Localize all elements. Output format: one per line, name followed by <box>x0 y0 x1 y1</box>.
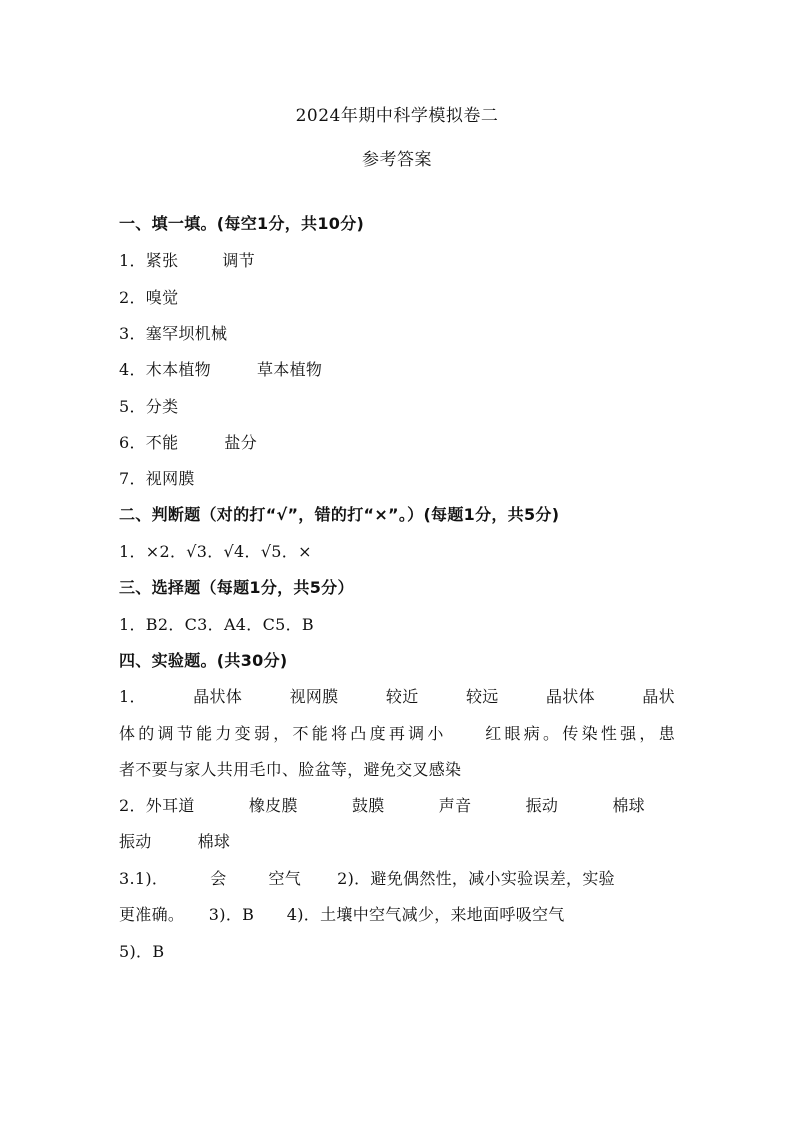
answer: 振动 <box>525 796 559 815</box>
item-number: 3.1)． <box>119 869 169 888</box>
section-3-heading: 三、选择题（每题1分，共5分） <box>119 578 354 597</box>
answer: 嗅觉 <box>145 288 179 307</box>
answer: 视网膜 <box>289 687 339 706</box>
s4-q3-line-3: 5)．B <box>119 942 165 961</box>
answer: 不能 <box>145 433 179 452</box>
answer: 橡皮膜 <box>248 796 298 815</box>
section-4-heading: 四、实验题。(共30分) <box>119 651 288 670</box>
answer: 较远 <box>465 687 499 706</box>
s1-item-1 <box>119 248 679 271</box>
answer: 2)．避免偶然性，减小实验误差，实验 <box>337 869 615 888</box>
s1-item-4 <box>119 357 679 380</box>
s4-q1-line-3: 者不要与家人共用毛巾、脸盆等，避免交叉感染 <box>119 760 462 779</box>
answer: 声音 <box>438 796 472 815</box>
s3-answer-line: 1．B2．C3．A4．C5．B <box>119 615 314 634</box>
s4-q1-line-1 <box>119 684 675 707</box>
answer: 视网膜 <box>145 469 195 488</box>
answer: 木本植物 <box>145 360 211 379</box>
s1-item-7 <box>119 466 679 489</box>
s4-q3-line-2: 更准确。 3)．B 4)．土壤中空气减少，来地面呼吸空气 <box>119 905 565 924</box>
answer: 会 <box>210 869 227 888</box>
answer: 晶状体 <box>546 687 595 706</box>
answer: 较近 <box>385 687 419 706</box>
item-number: 4． <box>119 360 146 379</box>
answer: 空气 <box>268 869 302 888</box>
section-1-heading: 一、填一填。(每空1分，共10分) <box>119 214 365 233</box>
s1-item-5 <box>119 394 679 417</box>
answer: 晶状体 <box>193 687 243 706</box>
document-title: 2024年期中科学模拟卷二 <box>295 106 499 126</box>
s1-item-3 <box>119 321 679 344</box>
answer: 晶状 <box>642 687 675 706</box>
answer: 棉球 <box>612 796 645 815</box>
answer: 紧张 <box>145 251 179 270</box>
item-number: 3． <box>119 324 146 343</box>
s4-q2-line-1 <box>119 793 645 816</box>
s1-item-2 <box>119 285 679 308</box>
answer: 振动 <box>119 832 152 851</box>
s4-q2-line-2 <box>119 829 679 852</box>
answer: 2．外耳道 <box>119 796 195 815</box>
item-number: 2． <box>119 288 146 307</box>
s4-q1-line-2: 体的调节能力变弱，不能将凸度再调小 红眼病。传染性强，患 <box>119 724 675 743</box>
document-subtitle: 参考答案 <box>362 150 432 170</box>
answer: 草本植物 <box>256 360 323 379</box>
s1-item-6 <box>119 430 679 453</box>
item-number: 1． <box>119 251 146 270</box>
answer: 盐分 <box>224 433 257 452</box>
item-number: 5． <box>119 397 146 416</box>
section-2-heading: 二、判断题（对的打“√”，错的打“×”。）(每题1分，共5分) <box>119 505 560 524</box>
answer: 塞罕坝机械 <box>145 324 228 343</box>
item-number: 7． <box>119 469 146 488</box>
answer: 分类 <box>145 397 179 416</box>
answer: 鼓膜 <box>351 796 385 815</box>
item-number: 6． <box>119 433 146 452</box>
answer: 棉球 <box>197 832 231 851</box>
answer: 调节 <box>222 251 255 270</box>
s4-q3-line-1 <box>119 866 679 889</box>
item-number: 1． <box>119 687 146 706</box>
s2-answer-line: 1．×2．√3．√4．√5．× <box>119 542 312 561</box>
